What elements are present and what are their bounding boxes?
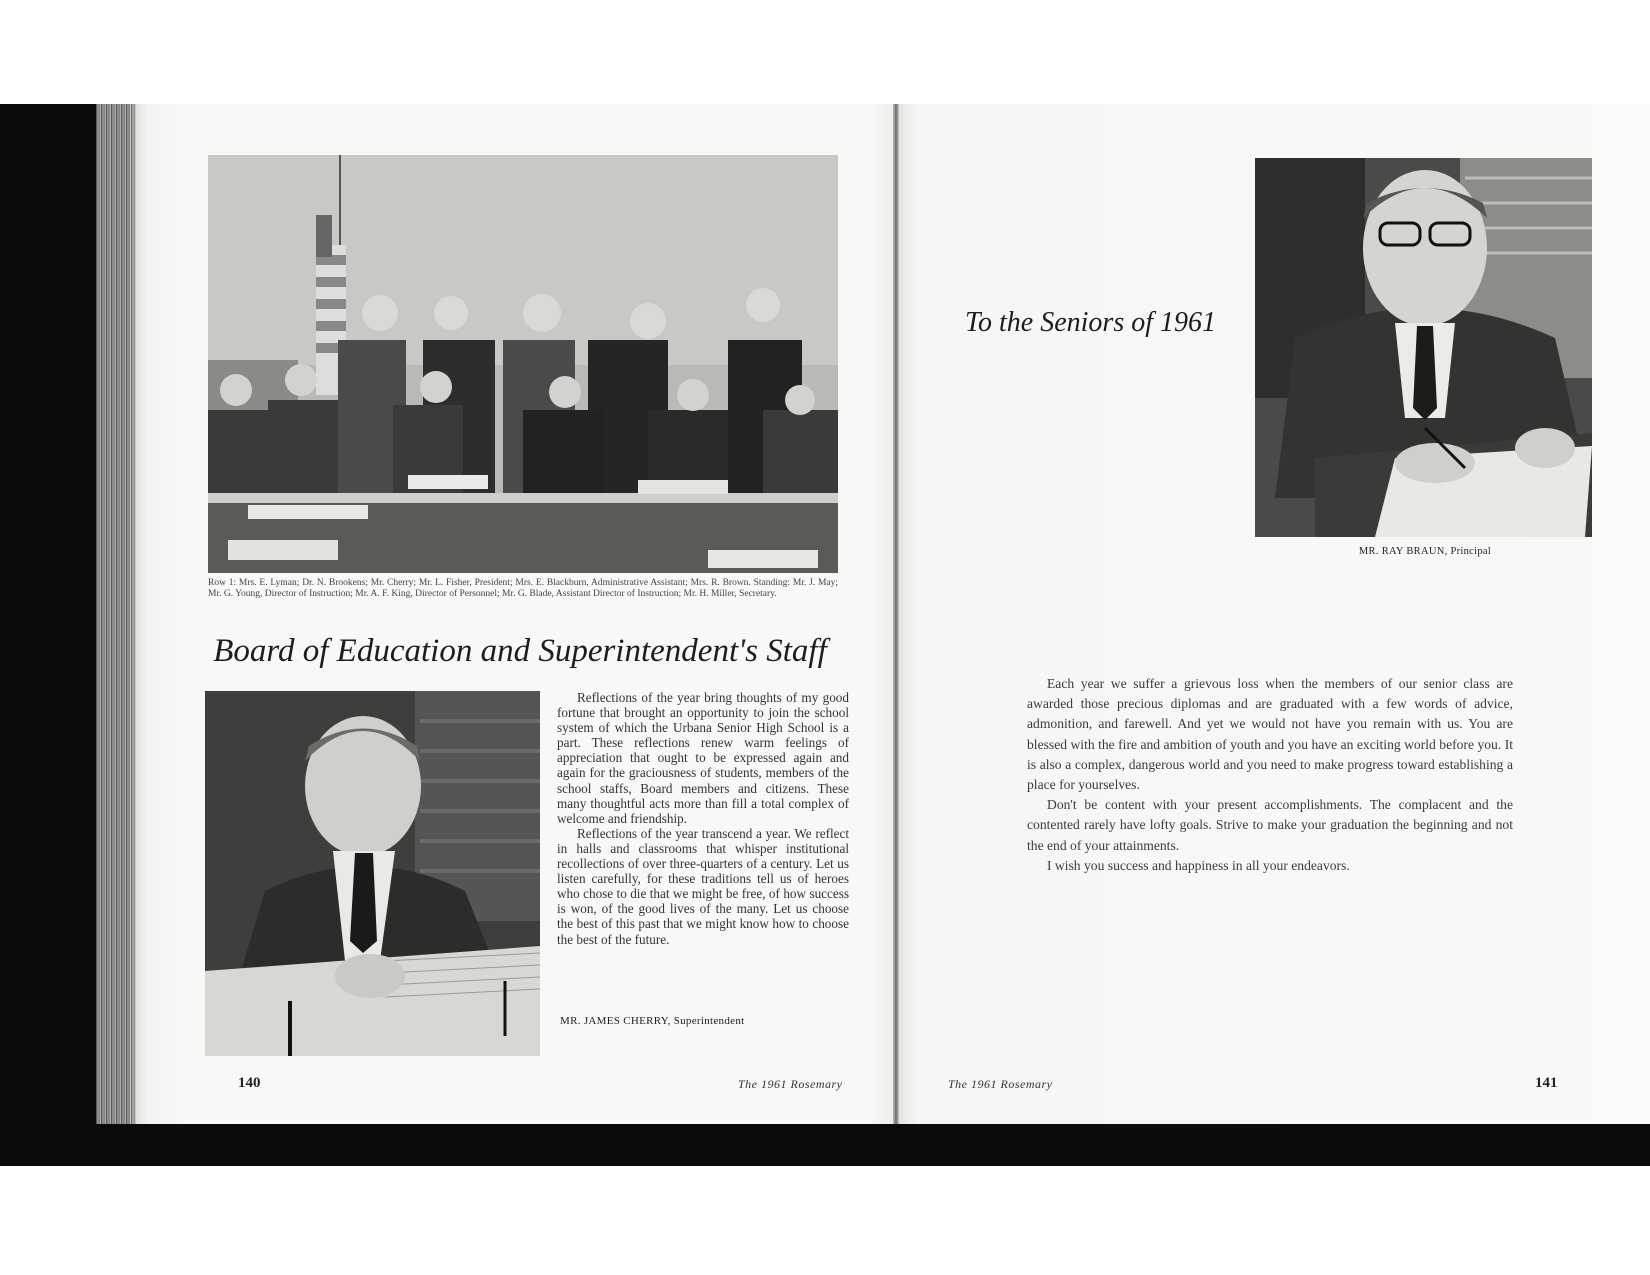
principal-photo — [1255, 158, 1592, 537]
superintendent-message — [557, 690, 849, 947]
superintendent-signature: MR. JAMES CHERRY, Superintendent — [560, 1015, 745, 1027]
principal-paragraph-3: I wish you success and happiness in all your endeavors. — [1047, 857, 1350, 873]
superintendent-photo-image — [205, 691, 540, 1056]
left-page-number: 140 — [238, 1075, 261, 1091]
superintendent-paragraph-2: Reflections of the year transcend a year. We reflect in halls and classrooms that whisper institutional recollections of over three-quarters of a century. Let us listen carefully, for these traditions tell us of heroes who chose to die that we might be free, of how success is won, of the good lives of the many. Let us choose the best of this past that we might know how to choose the best of the future. — [557, 825, 849, 947]
seniors-title: To the Seniors of 1961 — [965, 307, 1216, 338]
right-page-number: 141 — [1535, 1075, 1558, 1091]
right-running-footer: The 1961 Rosemary — [948, 1077, 1053, 1091]
principal-message — [1027, 674, 1513, 876]
principal-caption: MR. RAY BRAUN, Principal — [1358, 546, 1492, 557]
board-title: Board of Education and Superintendent's Staff — [213, 633, 827, 669]
book-spine — [893, 104, 899, 1124]
principal-photo-image — [1255, 158, 1592, 537]
group-photo-caption: Row 1: Mrs. E. Lyman; Dr. N. Brookens; Mr. Cherry; Mr. L. Fisher, President; Mrs. E. Blackburn, Administrative Assistant; Mrs. R. Brown. Standing: Mr. J. May; Mr. G. Young, Director of Instruction; Mr. A. F. King, Director of Personnel; Mr. G. Blade, Assistant Director of Instruction; Mr. H. Miller, Secretary. — [208, 578, 838, 599]
principal-paragraph-1: Each year we suffer a grievous loss when the members of our senior class are awarded those precious diplomas and are graduated with a few words of advice, admonition, and farewell. And yet we would not have you remain with us. You are blessed with the fire and ambition of youth and you have an exciting world before you. It is also a complex, dangerous world and you need to make progress toward establishing a place for yourselves. — [1027, 676, 1513, 793]
board-group-photo — [208, 155, 838, 573]
superintendent-photo — [205, 691, 540, 1056]
board-group-photo-image — [208, 155, 838, 573]
principal-paragraph-2: Don't be content with your present accomplishments. The complacent and the contented rarely have lofty goals. Strive to make your graduation the beginning and not the end of your attainments. — [1027, 797, 1513, 853]
superintendent-paragraph-1: Reflections of the year bring thoughts of my good fortune that brought an opportunity to join the school system of which the Urbana Senior High School is a part. These reflections renew warm feelings of appreciation that ought to be expressed again and again for the graciousness of students, members of the school staffs, Board members and citizens. These many thoughtful acts more than fill a total complex of welcome and friendship. — [557, 690, 849, 826]
left-running-footer: The 1961 Rosemary — [738, 1077, 843, 1091]
page-edge-stack — [96, 104, 136, 1124]
